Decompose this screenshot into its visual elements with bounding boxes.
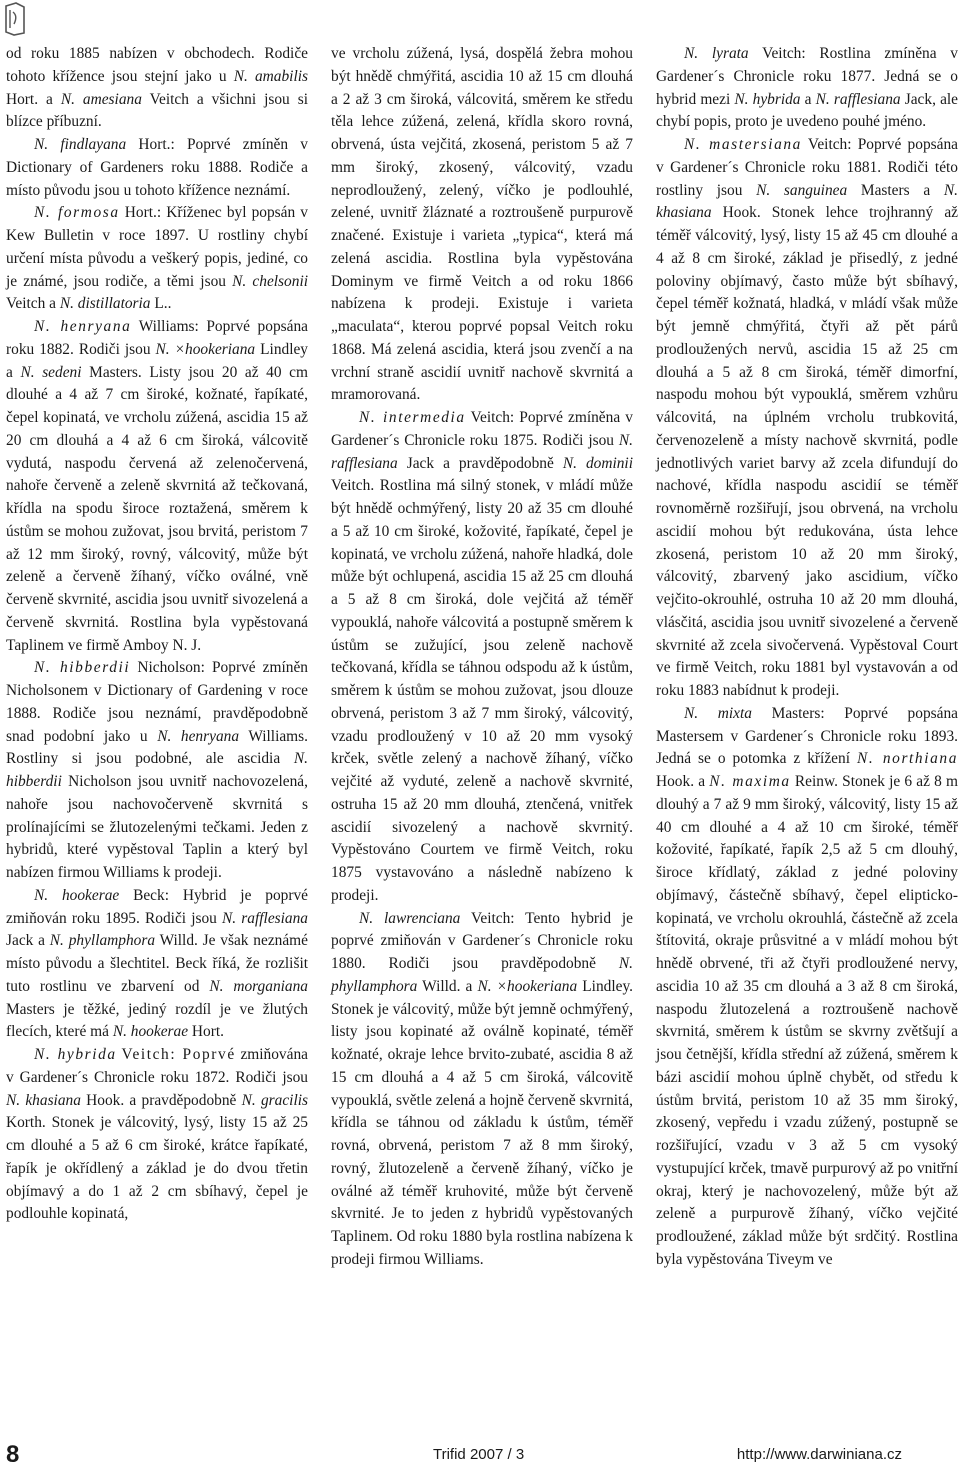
page-number: 8	[6, 1441, 20, 1468]
text-column-3: N. lyrata Veitch: Rostlina zmíněna v Gardener´s Chronicle roku 1877. Jedná se o hybrid mezi N. hybrida a N. rafflesiana Jack, ale chybí popis, proto je uvedeno pouhé jméno. N. mastersiana Veitch: Poprvé popsána v Gardener´s Chronicle roku 1881. Rodiči této rostliny jsou N. sanguinea Masters a N. khasiana Hook. Stonek lehce trojhranný až téměř válcovitý, lysý, listy 15 až 45 cm dlouhé a 4 až 8 cm široké, základ je přisedlý, z jedné poloviny objímavý, často může být sbíhavý, čepel téměř kožnatá, hladká, v mládí však může být jemně chmýřitá, čtyři až pět párů prodloužených nervů, ascidia 15 až 25 cm dlouhá a 5 až 8 cm široká, téměř dimorfní, naspodu mohou být vypouklá, směrem vzhůru válcovitá, na úplném vrcholu trubkovitá, červenozeleně a místy nachově skvrnitá, podle jednotlivých variet barvy až zcela difundují do nachové, křídla naspodu ascidií se téměř rovnoměrně rozšiřují, jsou obrvená, na vrcholu ascidií mohou být redukována, ústa lehce zkosená, peristom 10 až 20 mm široký, válcovitý, zbarvený jako ascidium, víčko vejčito-okrouhlé, ostruha 10 až 20 mm dlouhá, vlásčitá, ascidia jsou uvnitř sivozelené a červeně skvrnité až zcela sivočervená. Vypěstoval Court ve firmě Veitch, roku 1881 byl vystavován a od roku 1883 nabídnut k prodeji. N. mixta Masters: Poprvé popsána Mastersem v Gardener´s Chronicle roku 1893. Jedná se o potomka z křížení N. northiana Hook. a N. maxima Reinw. Stonek je 6 až 8 m dlouhý a 7 až 9 mm široký, válcovitý, listy 15 až 40 cm dlouhé a 4 až 10 cm široké, téměř kožovité, řapíkaté, řapík 2,5 až 5 cm dlouhý, široce křídlatý, základ z jedné poloviny objímavý, částečně sbíhavý, čepel elipticko-kopinatá, ve vrcholu okrouhlá, částečně až zcela štítovitá, okraje průsvitné a v mládí mohou být hnědě obrvené, tři až čtyři prodloužené nervy, ascidia 10 až 35 cm dlouhá a 3 až 8 cm široká, naspodu žlutozelená a roztroušeně nachově skvrnitá, směrem k ústům se skvrny zvětšují a jsou četnější, křídla střední až zúžená, směrem k bázi ascidií mohou úplně chybět, od středu k ústům brvitá, peristom 10 až 35 mm široký, zkosený, vepředu i vzadu zúžený, postupně se rozšiřující, vzadu v 3 až 5 cm vysoký vystupující krček, tmavě purpurový až po vnitřní okraj, který je nachovozelený, může být až zeleně a purpurově žíhaný, víčko vejčité prodloužené, základ může být srdčitý. Rostlina byla vypěstována Tiveym ve	[656, 45, 959, 1268]
document-icon	[4, 2, 26, 36]
text-column-1: od roku 1885 nabízen v obchodech. Rodiče tohoto křížence jsou stejní jako u N. amabilis Hort. a N. amesiana Veitch a všichni jsou si blízce příbuzní. N. findlayana Hort.: Poprvé zmíněn v Dictionary of Gardeners roku 1888. Rodiče a místo původu jsou u tohoto křížence neznámí. N. formosa Hort.: Kříženec byl popsán v Kew Bulletin v roce 1897. U rostliny chybí určení místa původu a veškerý popis, jediné, co je známé, jsou rodiče, a těmi jsou N. chelsonii Veitch a N. distillatoria L.. N. henryana Williams: Poprvé popsána roku 1882. Rodiči jsou N. ×hookeriana Lindley a N. sedeni Masters. Listy jsou 20 až 40 cm dlouhé a 4 až 7 cm široké, kožnaté, řapíkaté, čepel kopinatá, ve vrcholu zúžená, ascidia 15 až 20 cm dlouhá a 4 až 6 cm široká, válcovitě vydutá, naspodu červená až zelenočervená, nahoře červeně a zeleně skvrnitá až tečkovaná, křídla na spodu široce roztažená, směrem k ústům se mohou zužovat, jsou brvitá, peristom 7 až 12 mm široký, rovný, válcovitý, může být zeleně a červeně žíhaný, víčko oválné, vně červeně skvrnité, ascidia jsou uvnitř sivozelená a červeně skvrnitá. Rostlina byla vypěstovaná Taplinem ve firmě Amboy N. J. N. hibberdii Nicholson: Poprvé zmíněn Nicholsonem v Dictionary of Gardening v roce 1888. Rodiče jsou neznámí, pravděpodobně snad podobní jako u N. henryana Williams. Rostliny si jsou podobné, ale ascidia N. hibberdii Nicholson jsou uvnitř nachovozelená, nahoře jsou nachovočerveně skvrnitá s prolínajícími se žlutozelenými tečkami. Jeden z hybridů, které vypěstoval Taplin a který byl nabízen firmou Williams k prodeji. N. hookerae Beck: Hybrid je poprvé zmiňován roku 1895. Rodiči jsou N. rafflesiana Jack a N. phyllamphora Willd. Je však neznámé místo původu a šlechtitel. Beck říká, že rozlišit tuto rostlinu ve zbarvení od N. morganiana Masters je těžké, jediný rozdíl je ve žlutých flecích, které má N. hookerae Hort. N. hybrida Veitch: Poprvé zmiňována v Gardener´s Chronicle roku 1872. Rodiči jsou N. khasiana Hook. a pravděpodobně N. gracilis Korth. Stonek je válcovitý, lysý, listy 15 až 25 cm dlouhé a 5 až 6 cm široké, krátce řapíkaté, řapík je okřídlený a základ je do dvou třetin objímavý a do 1 až 2 cm sbíhavý, čepel je podlouhle kopinatá,	[6, 45, 309, 1223]
text-column-2: ve vrcholu zúžená, lysá, dospělá žebra mohou být hnědě chmýřitá, ascidia 10 až 15 cm dlouhá a 2 až 3 cm široká, válcovitá, směrem ke středu těla lehce zúžená, zelená, křídla skoro rovná, obrvená, ústa vejčitá, zkosená, peristom 5 až 7 mm široký, zkosený, válcovitý, vzadu neprodloužený, zelený, víčko je podlouhlé, zelené, uvnitř žláznaté a roztroušeně purpurově značené. Existuje i varieta „typica“, která má zelená ascidia. Rostlina byla vypěstována Dominym ve firmě Veitch a od roku 1866 nabízena k prodeji. Existuje i varieta „maculata“, kterou poprvé popsal Veitch roku 1868. Má zelená ascidia, která jsou zvenčí a na vrchní straně ascidií uvnitř nachově skvrnitá a mramorovaná. N. intermedia Veitch: Poprvé zmíněna v Gardener´s Chronicle roku 1875. Rodiči jsou N. rafflesiana Jack a pravděpodobně N. dominii Veitch. Rostlina má silný stonek, v mládí může být hnědě ochmýřený, listy 20 až 35 cm dlouhé a 5 až 10 cm široké, kožovité, řapíkaté, čepel je kopinatá, ve vrcholu zúžená, nahoře hladká, dole může být ochlupená, ascidia 15 až 25 cm dlouhá a 5 až 8 cm široká, dole vejčitá až téměř vypouklá, nahoře válcovitá a postupně směrem k ústům se zužující, jsou zeleně nachově tečkovaná, křídla se táhnou odspodu až k ústům, směrem k ústům se mohou zužovat, jsou dlouze obrvená, peristom 3 až 7 mm široký, válcovitý, vzadu prodloužený v 10 až 20 mm vysoký krček, světle zelený a nachově žíhaný, víčko vejčité až vyduté, zeleně a nachově skvrnité, ostruha 15 až 20 mm dlouhá, ztenčená, vnitřek ascidií sivozelený a nachově skvrnitý. Vypěstováno Courtem ve firmě Veitch, roku 1875 vystavováno a následně nabízeno k prodeji. N. lawrenciana Veitch: Tento hybrid je poprvé zmiňován v Gardener´s Chronicle roku 1880. Rodiči jsou pravděpodobně N. phyllamphora Willd. a N. ×hookeriana Lindley. Stonek je válcovitý, může být jemně ochmýřený, listy jsou kopinaté až oválně kopinaté, téměř kožnaté, okraje lehce brvito-zubaté, ascidia 8 až 15 cm dlouhá a 4 až 5 cm široká, válcovitě vypouklá, světle zelená a hojně červeně skvrnitá, křídla se táhnou od základu k ústům, téměř rovná, obrvená, peristom 7 až 8 mm široký, rovný, žlutozeleně a červeně žíhaný, víčko je oválné až téměř kruhovité, může být červeně skvrnité. Je to jeden z hybridů vypěstovaných Taplinem. Od roku 1880 byla rostlina nabízena k prodeji firmou Williams.	[331, 45, 633, 1268]
issue-label: Trifid 2007 / 3	[433, 1446, 525, 1463]
website-url[interactable]: http://www.darwiniana.cz	[736, 1446, 902, 1463]
